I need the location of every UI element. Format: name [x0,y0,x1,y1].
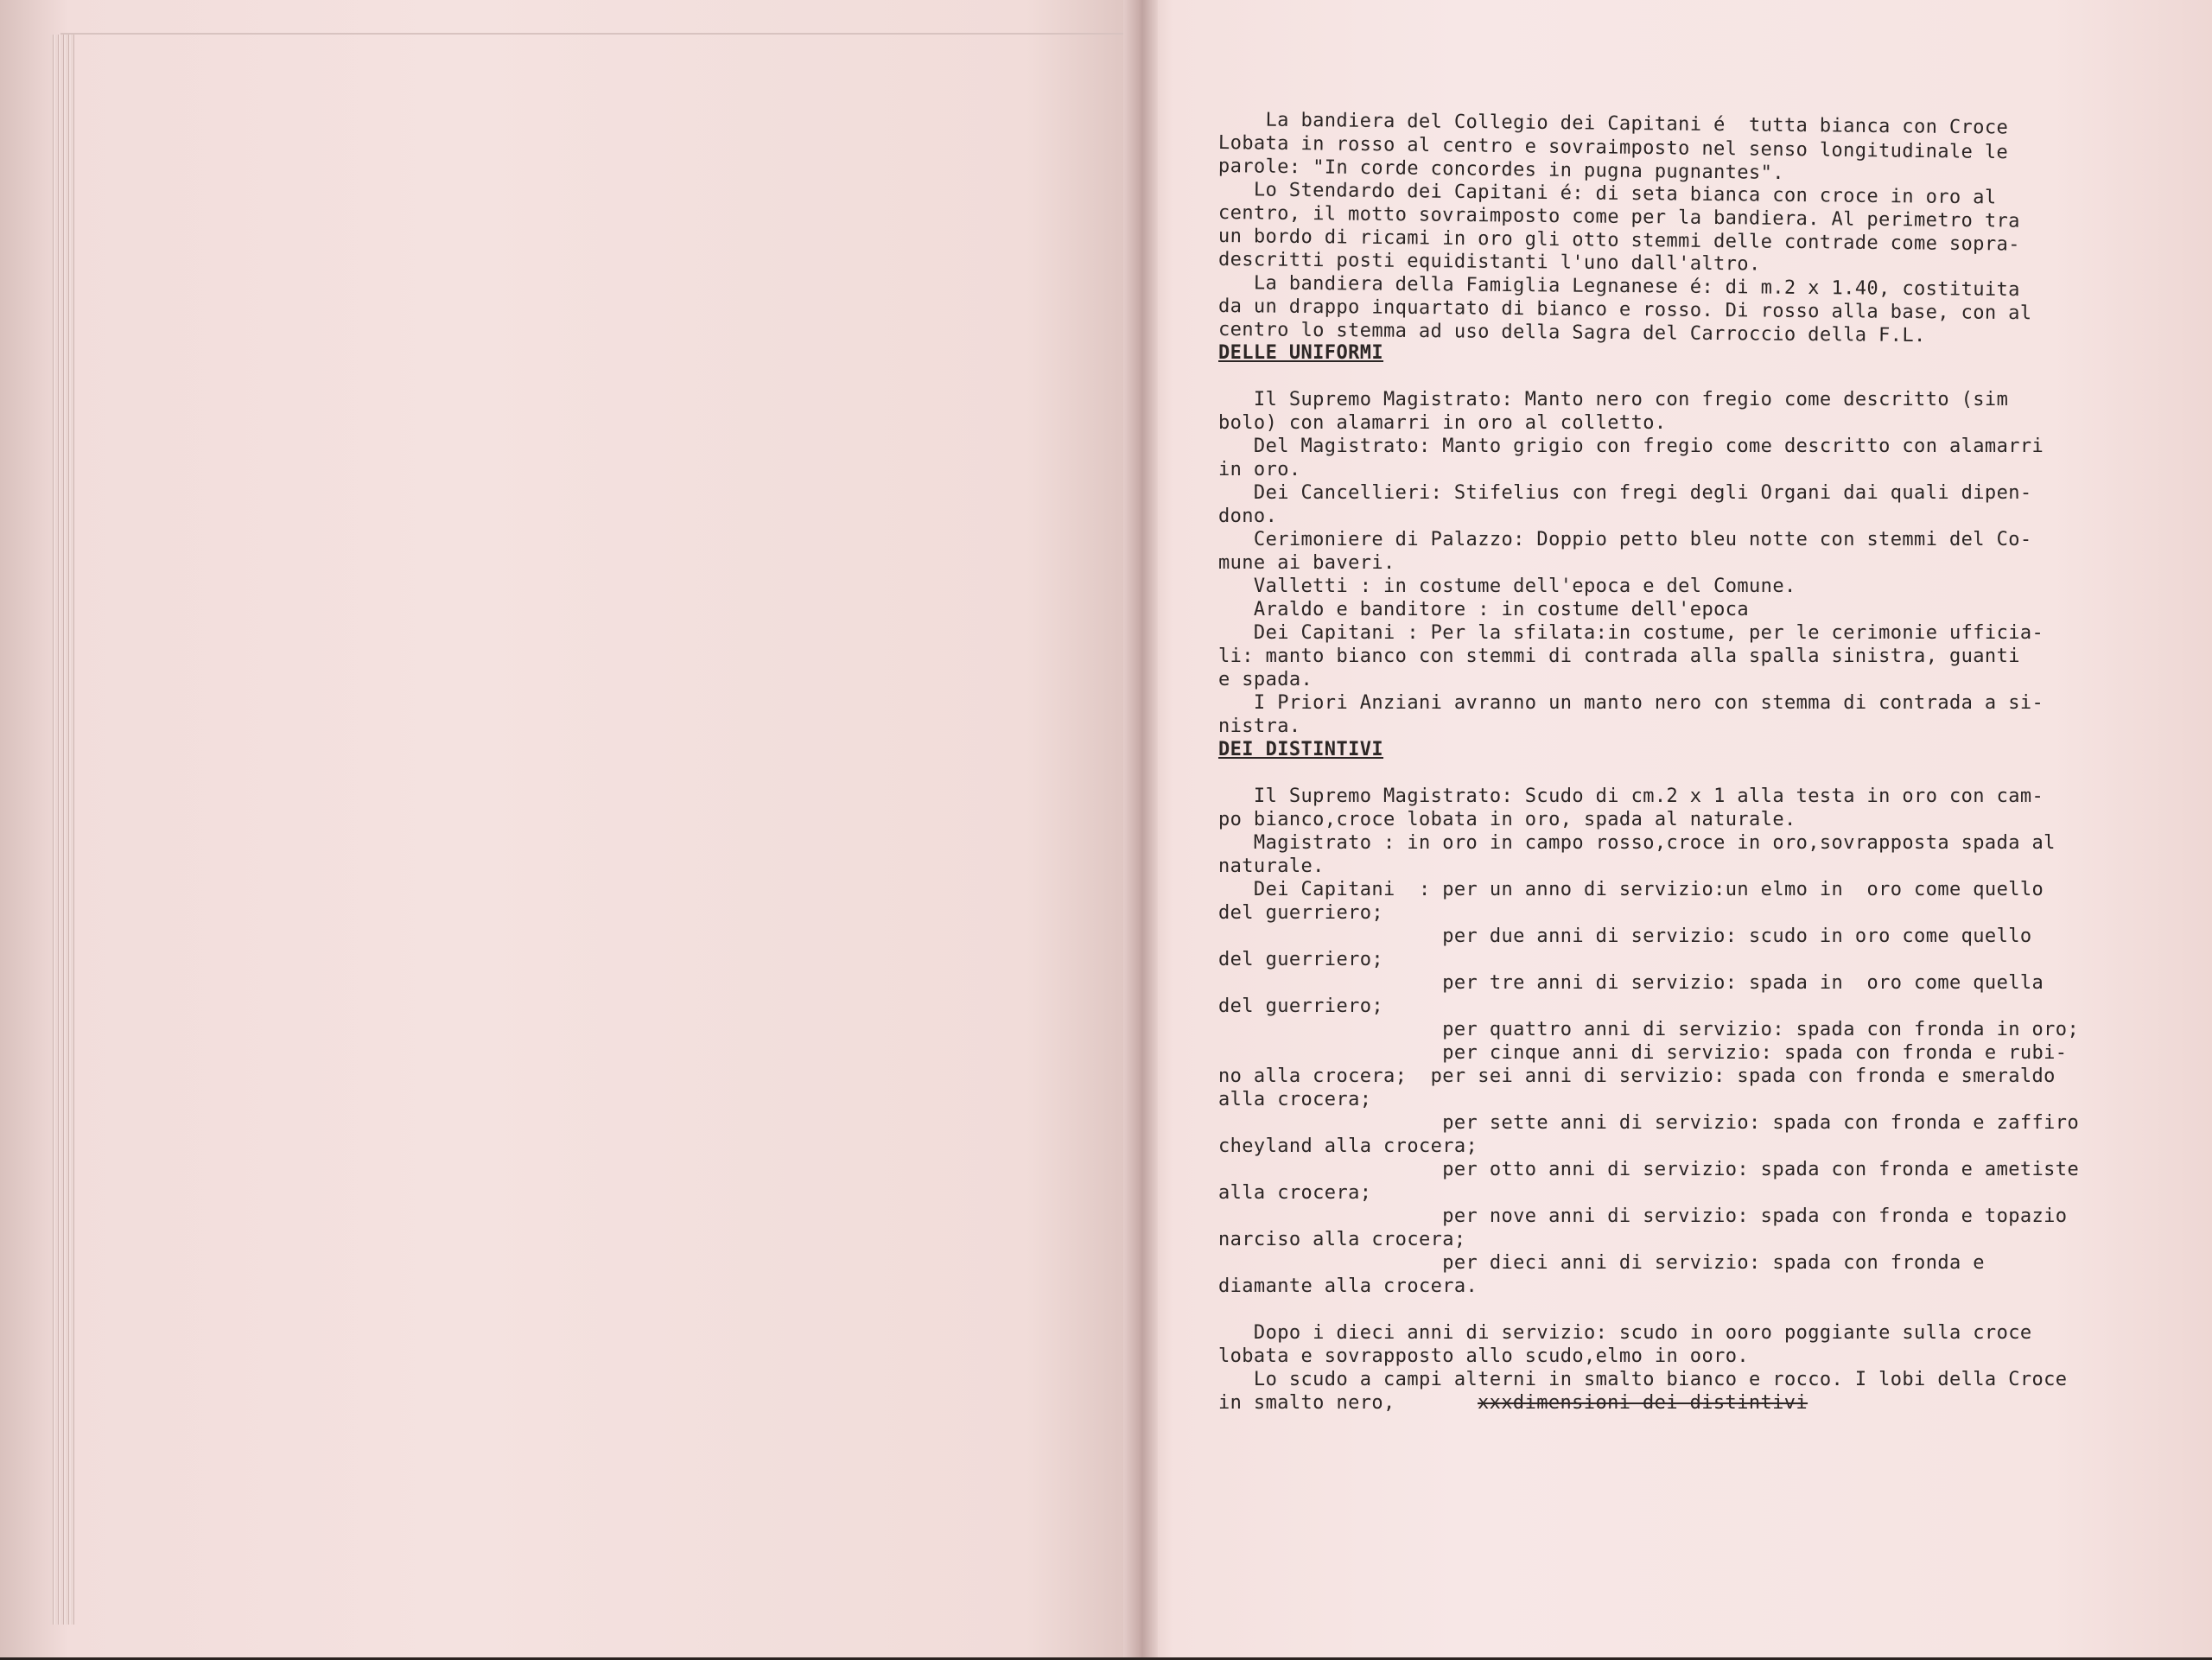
text-line: nistra. [1218,716,1301,737]
text-line: diamante alla crocera. [1218,1275,1478,1297]
text-line: no alla crocera; per sei anni di servizio: spada con fronda e smeraldo [1218,1065,2056,1087]
text-line: del guerriero; [1218,902,1384,924]
page-edge-stack [50,35,74,1625]
text-line: Dei Capitani : per un anno di servizio:un elmo in oro come quello [1218,879,2044,900]
text-line: La bandiera del Collegio dei Capitani é tutta bianca con Croce [1217,109,2009,139]
text-line: I Priori Anziani avranno un manto nero con stemma di contrada a si- [1218,692,2044,714]
text-line: in oro. [1218,459,1301,480]
text-line: Dopo i dieci anni di servizio: scudo in ooro poggiante sulla croce [1218,1322,2032,1344]
typewritten-text [1218,108,2082,1491]
section-heading: DEI DISTINTIVI [1218,739,1384,760]
text-line: e spada. [1218,669,1313,690]
text-line: Dei Capitani : Per la sfilata:in costume, per le cerimonie ufficia- [1218,622,2044,644]
page-top-fold [60,33,1123,35]
text-line: bolo) con alamarri in oro al colletto. [1218,412,1667,434]
text-line: parole: "In corde concordes in pugna pugnantes". [1217,156,1785,185]
text-line: alla crocera; [1218,1089,1372,1110]
text-line [1218,1298,2082,1321]
text-line: del guerriero; [1218,949,1384,970]
text-line: per tre anni di servizio: spada in oro come quella [1218,972,2044,994]
text-line: dono. [1218,506,1278,527]
text-line: Dei Cancellieri: Stifelius con fregi degli Organi dai quali dipen- [1218,482,2032,504]
text-line: cheyland alla crocera; [1218,1135,1478,1157]
text-line: del guerriero; [1218,995,1384,1017]
text-line: Il Supremo Magistrato: Scudo di cm.2 x 1 alla testa in oro con cam- [1218,785,2044,807]
text-line: Valletti : in costume dell'epoca e del Comune. [1218,576,1796,597]
text-line: centro, il motto sovraimposto come per la bandiera. Al perimetro tra [1217,202,2020,232]
text-line: per due anni di servizio: scudo in oro come quello [1218,925,2032,947]
text-line [1218,365,2082,388]
text-line: per nove anni di servizio: spada con fronda e topazio [1218,1205,2068,1227]
book-gutter [1123,0,1158,1660]
section-heading: DELLE UNIFORMI [1218,342,1384,364]
text-line: li: manto bianco con stemmi di contrada alla spalla sinistra, guanti [1218,646,2020,667]
text-line: per quattro anni di servizio: spada con fronda in oro; [1218,1019,2080,1040]
text-line: Araldo e banditore : in costume dell'epoca [1218,599,1750,620]
text-line: mune ai baveri. [1218,552,1395,574]
text-line: descritti posti equidistanti l'uno dall'altro. [1217,249,1761,276]
struck-out-text: xxxdimensioni dei distintivi [1478,1392,1808,1414]
text-line: Lo Stendardo dei Capitani é: di seta bianca con croce in oro al [1217,179,1997,209]
text-line [1218,761,2082,785]
text-line: naturale. [1218,855,1325,877]
text-line: Lobata in rosso al centro e sovraimposto nel senso longitudinale le [1217,132,2009,164]
text-line: centro lo stemma ad uso della Sagra del Carroccio della F.L. [1217,319,1926,347]
text-line: Cerimoniere di Palazzo: Doppio petto bleu notte con stemmi del Co- [1218,529,2032,550]
text-line: per sette anni di servizio: spada con fronda e zaffiro [1218,1112,2080,1134]
text-line: lobata e sovrapposto allo scudo,elmo in ooro. [1218,1345,1750,1367]
text-line: po bianco,croce lobata in oro, spada al naturale. [1218,809,1796,830]
text-line: La bandiera della Famiglia Legnanese é: di m.2 x 1.40, costituita [1217,272,2020,302]
text-line: Lo scudo a campi alterni in smalto bianco e rocco. I lobi della Croce [1218,1369,2068,1390]
text-line: in smalto nero, [1218,1392,1395,1414]
text-line: da un drappo inquartato di bianco e rosso. Di rosso alla base, con al [1217,296,2032,325]
text-line: per otto anni di servizio: spada con fronda e ametiste [1218,1159,2080,1180]
text-line: alla crocera; [1218,1182,1372,1204]
text-line: un bordo di ricami in oro gli otto stemmi delle contrade come sopra- [1217,226,2020,256]
text-line: per cinque anni di servizio: spada con fronda e rubi- [1218,1042,2068,1064]
text-line: Del Magistrato: Manto grigio con fregio come descritto con alamarri [1218,436,2044,457]
text-line: per dieci anni di servizio: spada con fronda e [1218,1252,1985,1274]
text-line: Il Supremo Magistrato: Manto nero con fregio come descritto (sim [1218,389,2009,410]
text-line: narciso alla crocera; [1218,1229,1466,1250]
text-line: Magistrato : in oro in campo rosso,croce in oro,sovrapposta spada al [1218,832,2056,854]
